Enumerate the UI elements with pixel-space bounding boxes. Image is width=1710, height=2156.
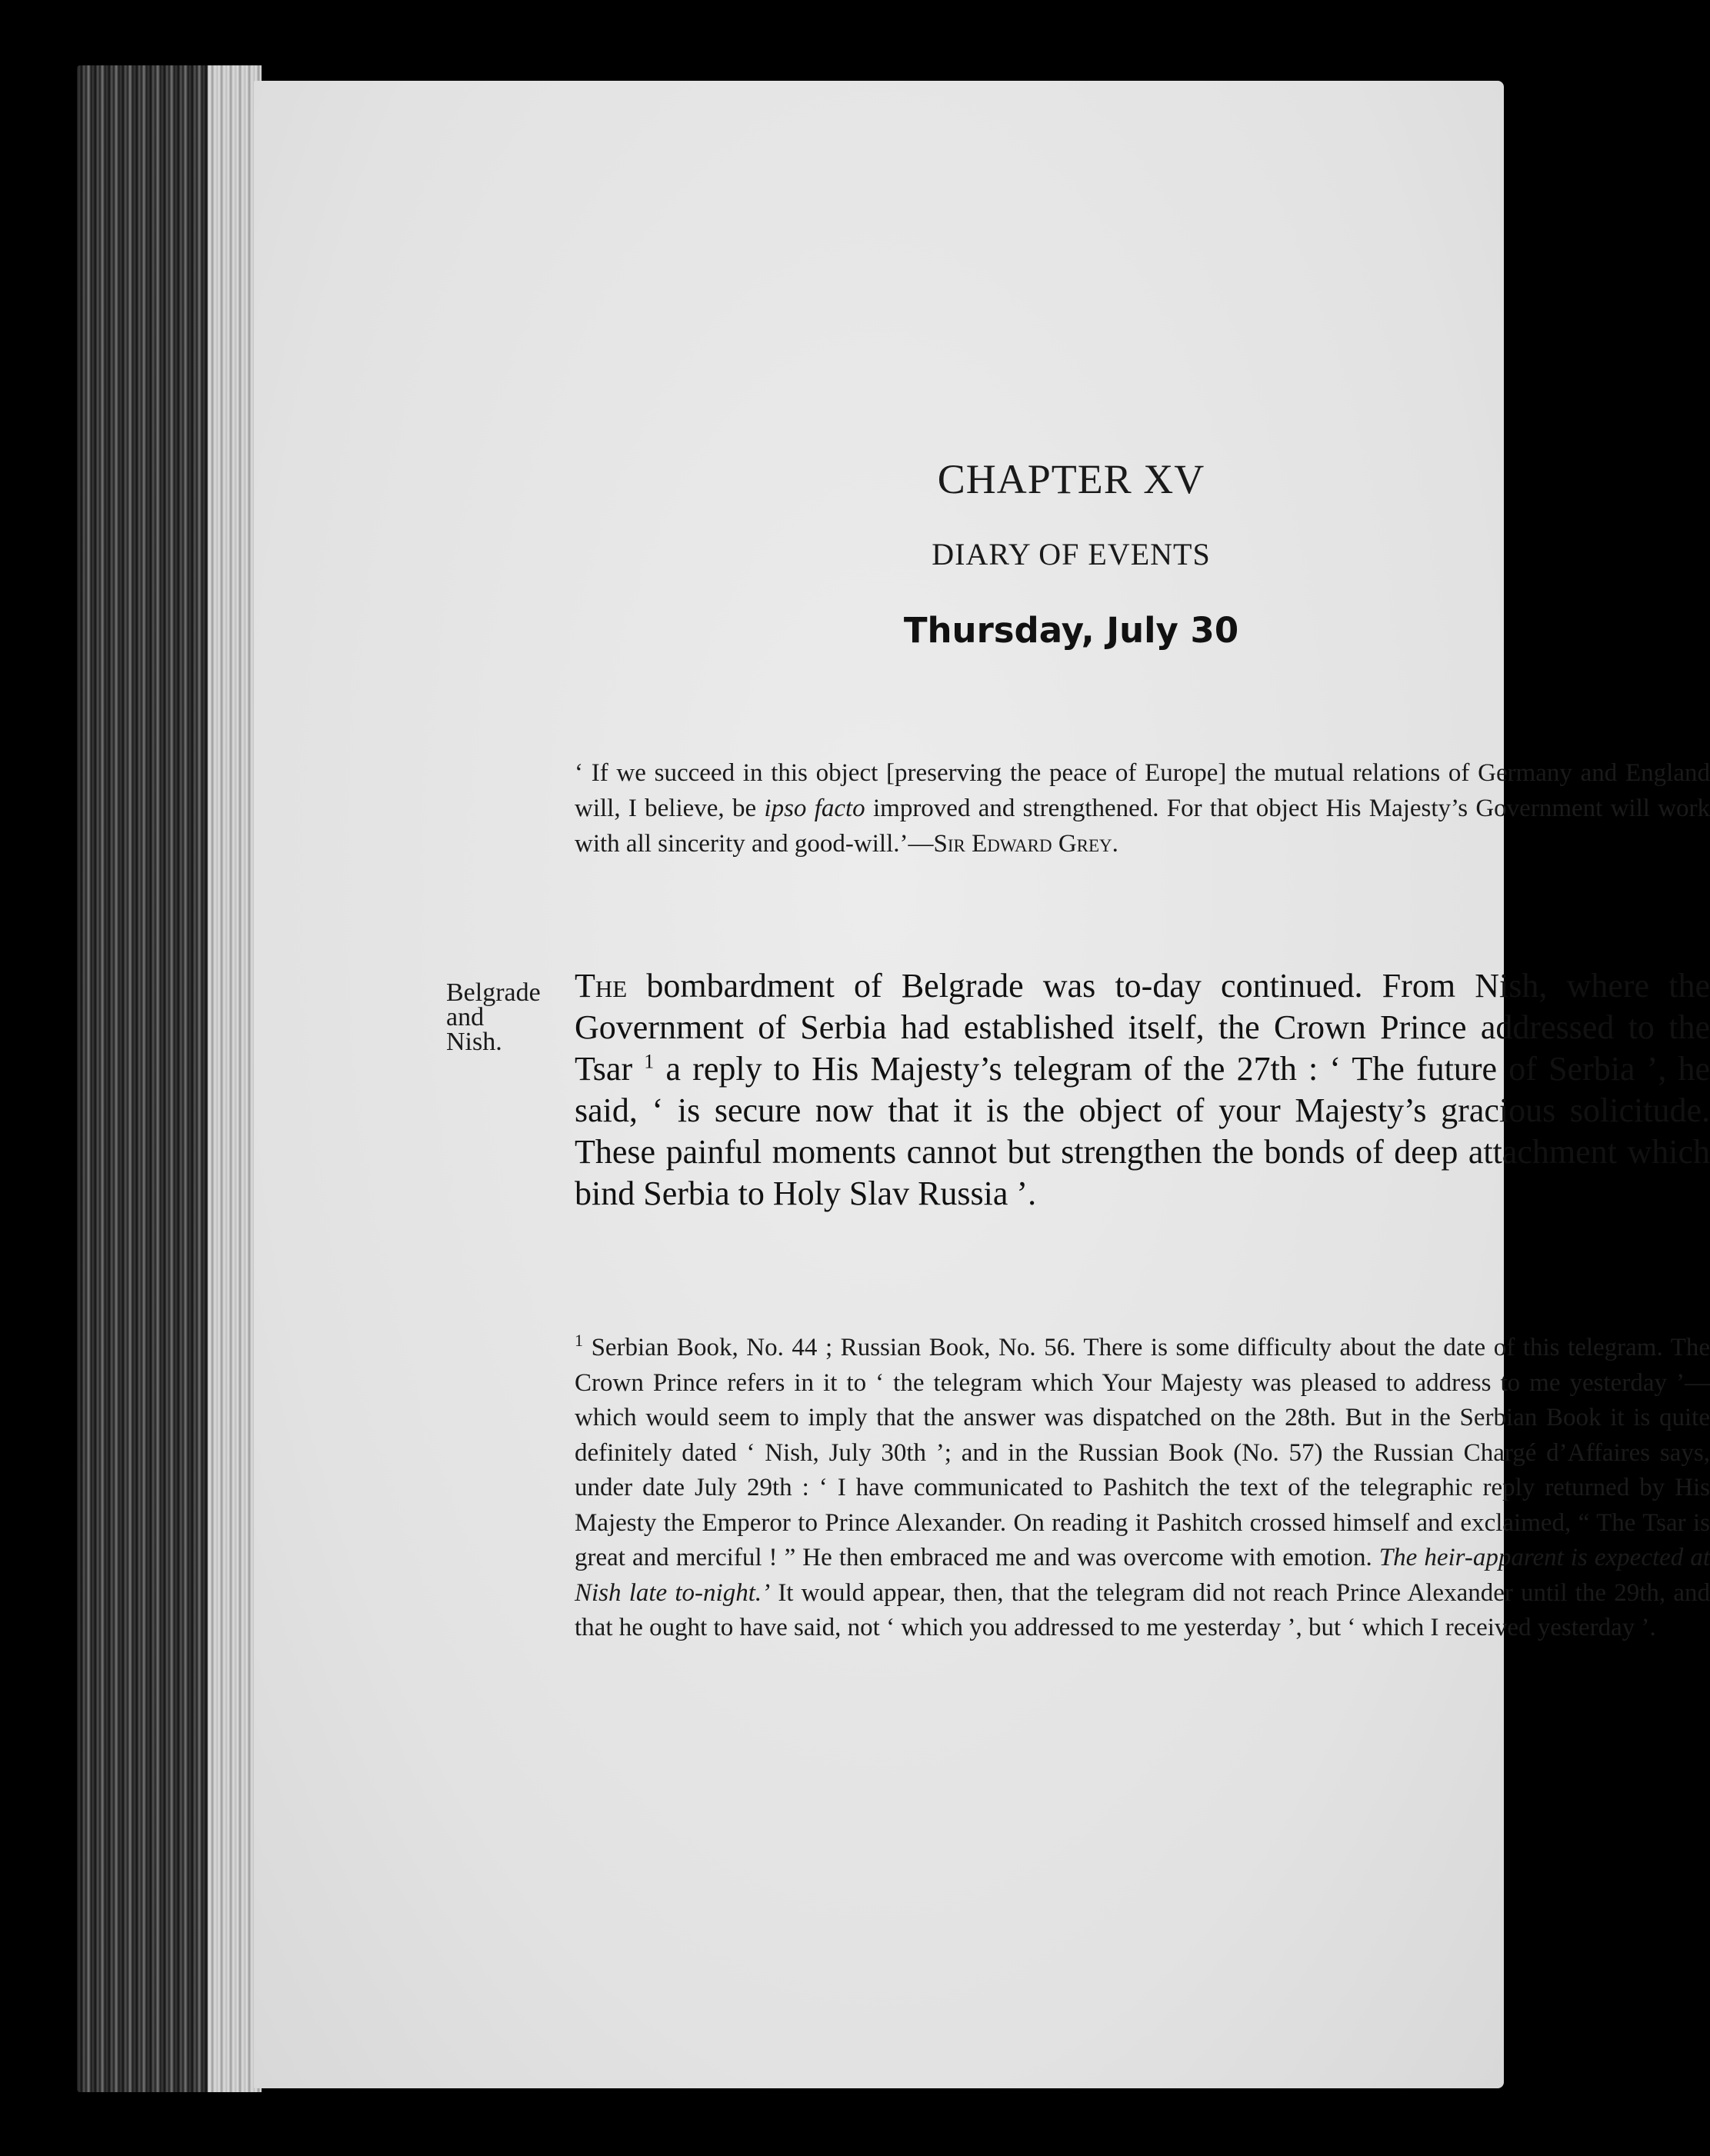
footnote-text: Serbian Book, No. 44 ; Russian Book, No. 56. There is some difficulty about the date of this telegram. The Crown Prince refers in it to ‘ the telegram which Your Majesty was pleased to address to me yesterday ’—which would seem to imply that the answer was dispatched on the 28th. But in the Serbian Book it is quite definitely dated ‘ Nish, July 30th ’; and in the Russian Book (No. 57) the Russian Chargé d’Affaires says, under date July 29th : ‘ I have communicated to Pashitch the text of the telegraphic reply returned by His Majesty the Emperor to Prince Alexander. On reading it Pashitch crossed himself and exclaimed, “ The Tsar is great and merciful ! ” He then embraced me and was overcome with emotion. [575,1334,1710,1571]
book-page [254,81,1710,2088]
section-title: DIARY OF EVENTS [932,537,1211,571]
margin-note-line: Belgrade [446,978,541,1007]
footnote [575,1331,1710,1646]
date-heading: Thursday, July 30 [903,610,1239,651]
chapter-title: CHAPTER XV [937,456,1205,502]
epigraph [575,755,1710,861]
epigraph-text-continued: improved and strengthened. For that object His Majesty’s Government will work with all sincerity and good-will.’— [575,795,1710,858]
epigraph-italic: ipso facto [764,795,865,822]
margin-note-line: and [446,1003,485,1031]
epigraph-text: ‘ If we succeed in this object [preserving the peace of Europe] the mutual relations of Germany and England will, I believe, be [575,759,1710,822]
lead-word: The [575,967,628,1005]
body-text: bombardment of Belgrade was to-day continued. From Nish, where the Government of Serbia had established itself, the Crown Prince addressed to the Tsar [575,967,1710,1088]
margin-note-line: Nish. [446,1028,502,1056]
footnote-italic: The heir-apparent is expected at Nish late to-night.’ [575,1544,1710,1607]
epigraph-attribution: Sir Edward Grey. [933,830,1118,858]
body-text-continued: a reply to His Majesty’s telegram of the 27th : ‘ The future of Serbia ’, he said, ‘ is secure now that it is the object of your Majesty’s gracious solicitude. These painful moments cannot but strengthen the bonds of deep attachment which bind Serbia to Holy Slav Russia ’. [575,1050,1710,1212]
footnote-number: 1 [575,1331,583,1350]
footnote-text-continued: It would appear, then, that the telegram did not reach Prince Alexander until the 29th, and that he ought to have said, not ‘ which you addressed to me yesterday ’, but ‘ which I received yesterday ’. [575,1578,1710,1641]
body-paragraph [575,965,1710,1215]
footnote-reference[interactable]: 1 [644,1050,655,1073]
book-page-edges [77,65,262,2092]
margin-note [446,978,562,1056]
